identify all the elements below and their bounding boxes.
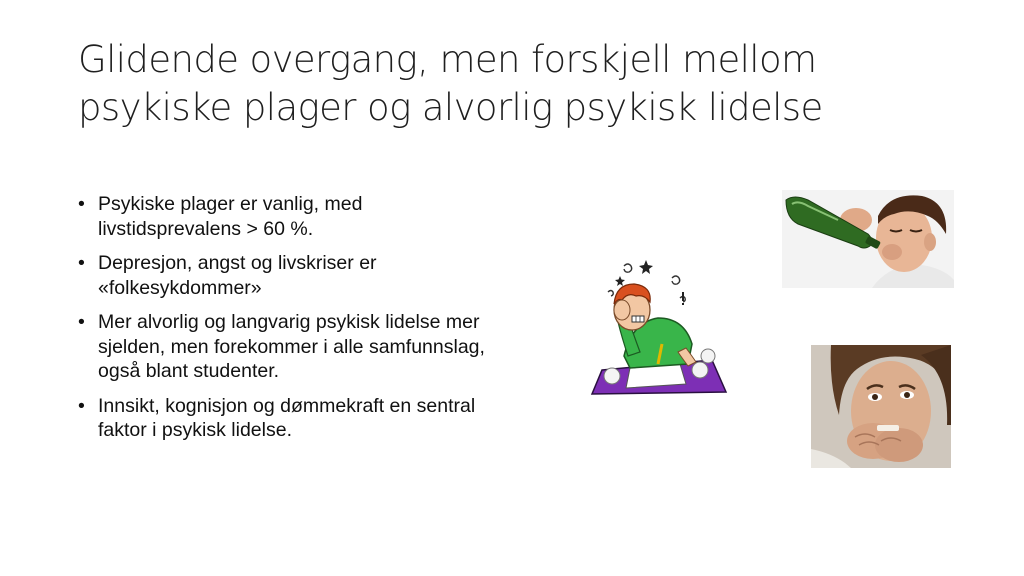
young-man-drinking-photo xyxy=(782,190,954,288)
drinking-bottle-icon xyxy=(782,190,954,288)
slide-title xyxy=(78,36,958,132)
nail-biting-icon xyxy=(811,345,951,468)
slide-title-line-1: Glidende overgang, men forskjell mellom xyxy=(78,38,817,81)
bullet-item: • Mer alvorlig og langvarig psykisk lidelse mer sjelden, men forekommer i alle samfunnslag, også blant studenter. xyxy=(78,310,508,384)
bullet-item: • Psykiske plager er vanlig, med livstidsprevalens > 60 %. xyxy=(78,192,508,241)
bullet-list xyxy=(78,192,508,453)
anxious-person-photo xyxy=(811,345,951,468)
slide-title-line-2: psykiske plager og alvorlig psykisk lidelse xyxy=(78,86,823,129)
stressed-student-clipart xyxy=(588,252,730,398)
bullet-item: • Depresjon, angst og livskriser er «folkesykdommer» xyxy=(78,251,508,300)
stressed-student-icon xyxy=(588,252,730,398)
bullet-item: • Innsikt, kognisjon og dømmekraft en sentral faktor i psykisk lidelse. xyxy=(78,394,508,443)
